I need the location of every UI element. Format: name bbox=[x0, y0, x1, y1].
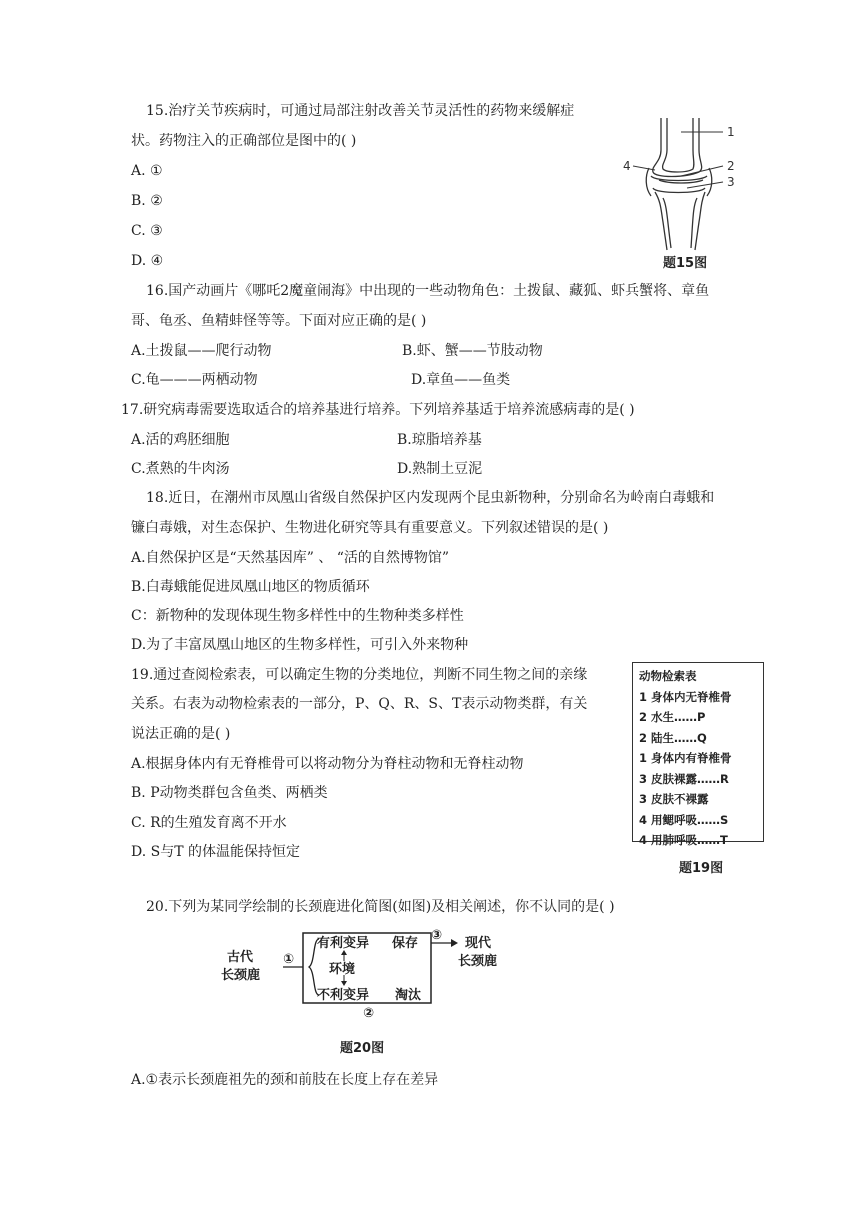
q18-option-c: C：新物种的发现体现生物多样性中的生物种类多样性 bbox=[131, 608, 464, 624]
q20-stem: 20.下列为某同学绘制的长颈鹿进化简图(如图)及相关阐述，你不认同的是( ) bbox=[146, 899, 615, 915]
animal-key-row: 3 皮肤不裸露 bbox=[639, 792, 709, 806]
q15-option-c: C. ③ bbox=[131, 223, 163, 239]
q19-option-c: C. R的生殖发育离不开水 bbox=[131, 815, 287, 831]
ancient-giraffe-line1: 古代 bbox=[227, 950, 254, 965]
ancient-giraffe-line2: 长颈鹿 bbox=[221, 968, 261, 983]
q20-option-a: A.①表示长颈鹿祖先的颈和前肢在长度上存在差异 bbox=[131, 1072, 439, 1088]
eliminate-label: 淘汰 bbox=[395, 988, 422, 1003]
q17-option-c: C.煮熟的牛肉汤 bbox=[131, 461, 230, 477]
q15-stem-line1: 15.治疗关节疾病时，可通过局部注射改善关节灵活性的药物来缓解症 bbox=[146, 103, 575, 119]
q15-option-d: D. ④ bbox=[131, 253, 164, 269]
animal-key-row: 3 皮肤裸露……R bbox=[639, 771, 729, 786]
animal-key-table bbox=[632, 662, 764, 847]
q16-stem-line2: 哥、龟丞、鱼精蚌怪等等。下面对应正确的是( ) bbox=[131, 313, 427, 329]
unfavorable-variation: 不利变异 bbox=[317, 988, 370, 1003]
environment-label: 环境 bbox=[329, 962, 356, 977]
q19-option-b: B. P动物类群包含鱼类、两栖类 bbox=[131, 785, 328, 801]
animal-key-row: 2 水生……P bbox=[639, 710, 706, 724]
knee-label-4: 4 bbox=[623, 159, 631, 173]
q16-option-a: A.土拨鼠——爬行动物 bbox=[131, 343, 272, 359]
animal-key-title: 动物检索表 bbox=[639, 669, 697, 683]
q15-option-a: A. ① bbox=[131, 163, 163, 179]
q17-option-a: A.活的鸡胚细胞 bbox=[131, 432, 230, 448]
q19-option-d: D. S与T 的体温能保持恒定 bbox=[131, 844, 301, 860]
q16-stem-line1: 16.国产动画片《哪吒2魔童闹海》中出现的一些动物角色：土拨鼠、藏狐、虾兵蟹将、章鱼 bbox=[146, 283, 710, 299]
q15-figure-caption: 题15图 bbox=[663, 256, 708, 271]
knee-label-1: 1 bbox=[727, 125, 735, 139]
q15-stem-line2: 状。药物注入的正确部位是图中的( ) bbox=[131, 133, 357, 149]
favorable-variation: 有利变异 bbox=[317, 936, 370, 951]
mark-2: ② bbox=[363, 1006, 375, 1021]
q19-stem-line1: 19.通过查阅检索表，可以确定生物的分类地位，判断不同生物之间的亲缘 bbox=[131, 667, 588, 683]
q18-option-b: B.白毒蛾能促进凤凰山地区的物质循环 bbox=[131, 579, 370, 595]
q19-stem-line2: 关系。右表为动物检索表的一部分，P、Q、R、S、T表示动物类群，有关 bbox=[131, 696, 588, 712]
q19-stem-line3: 说法正确的是( ) bbox=[131, 726, 231, 742]
q18-option-d: D.为了丰富凤凰山地区的生物多样性，可引入外来物种 bbox=[131, 637, 469, 653]
q18-option-a: A.自然保护区是“天然基因库” 、 “活的自然博物馆” bbox=[131, 550, 450, 566]
q18-stem-line1: 18.近日，在潮州市凤凰山省级自然保护区内发现两个昆虫新物种，分别命名为岭南白毒蛾和 bbox=[146, 490, 715, 506]
q17-stem: 17.研究病毒需要选取适合的培养基进行培养。下列培养基适于培养流感病毒的是( ) bbox=[121, 402, 635, 418]
giraffe-evolution-diagram bbox=[221, 925, 515, 1021]
animal-key-row: 4 用鳃呼吸……S bbox=[639, 812, 729, 827]
knee-label-2: 2 bbox=[727, 159, 735, 173]
q20-figure-caption: 题20图 bbox=[340, 1041, 385, 1056]
q18-stem-line2: 镰白毒娥，对生态保护、生物进化研究等具有重要意义。下列叙述错误的是( ) bbox=[131, 520, 609, 536]
mark-1: ① bbox=[283, 952, 295, 967]
q17-option-b: B.琼脂培养基 bbox=[397, 432, 482, 448]
q16-option-b: B.虾、蟹——节肢动物 bbox=[402, 343, 543, 359]
q16-option-d: D.章鱼——鱼类 bbox=[411, 372, 511, 388]
animal-key-row: 4 用肺呼吸……T bbox=[639, 833, 728, 847]
q19-figure-caption: 题19图 bbox=[679, 861, 724, 876]
knee-joint-figure bbox=[615, 110, 750, 260]
mark-3: ③ bbox=[431, 928, 443, 943]
animal-key-row: 1 身体内有脊椎骨 bbox=[639, 751, 732, 765]
modern-giraffe-line1: 现代 bbox=[465, 936, 492, 951]
preserve-label: 保存 bbox=[392, 936, 419, 951]
knee-label-3: 3 bbox=[727, 175, 735, 189]
q19-option-a: A.根据身体内有无脊椎骨可以将动物分为脊柱动物和无脊柱动物 bbox=[131, 756, 524, 772]
q15-option-b: B. ② bbox=[131, 193, 163, 209]
modern-giraffe-line2: 长颈鹿 bbox=[458, 954, 498, 969]
animal-key-row: 2 陆生……Q bbox=[639, 730, 707, 745]
animal-key-row: 1 身体内无脊椎骨 bbox=[639, 689, 732, 704]
q16-option-c: C.龟———两栖动物 bbox=[131, 372, 258, 388]
q17-option-d: D.熟制土豆泥 bbox=[397, 461, 483, 477]
